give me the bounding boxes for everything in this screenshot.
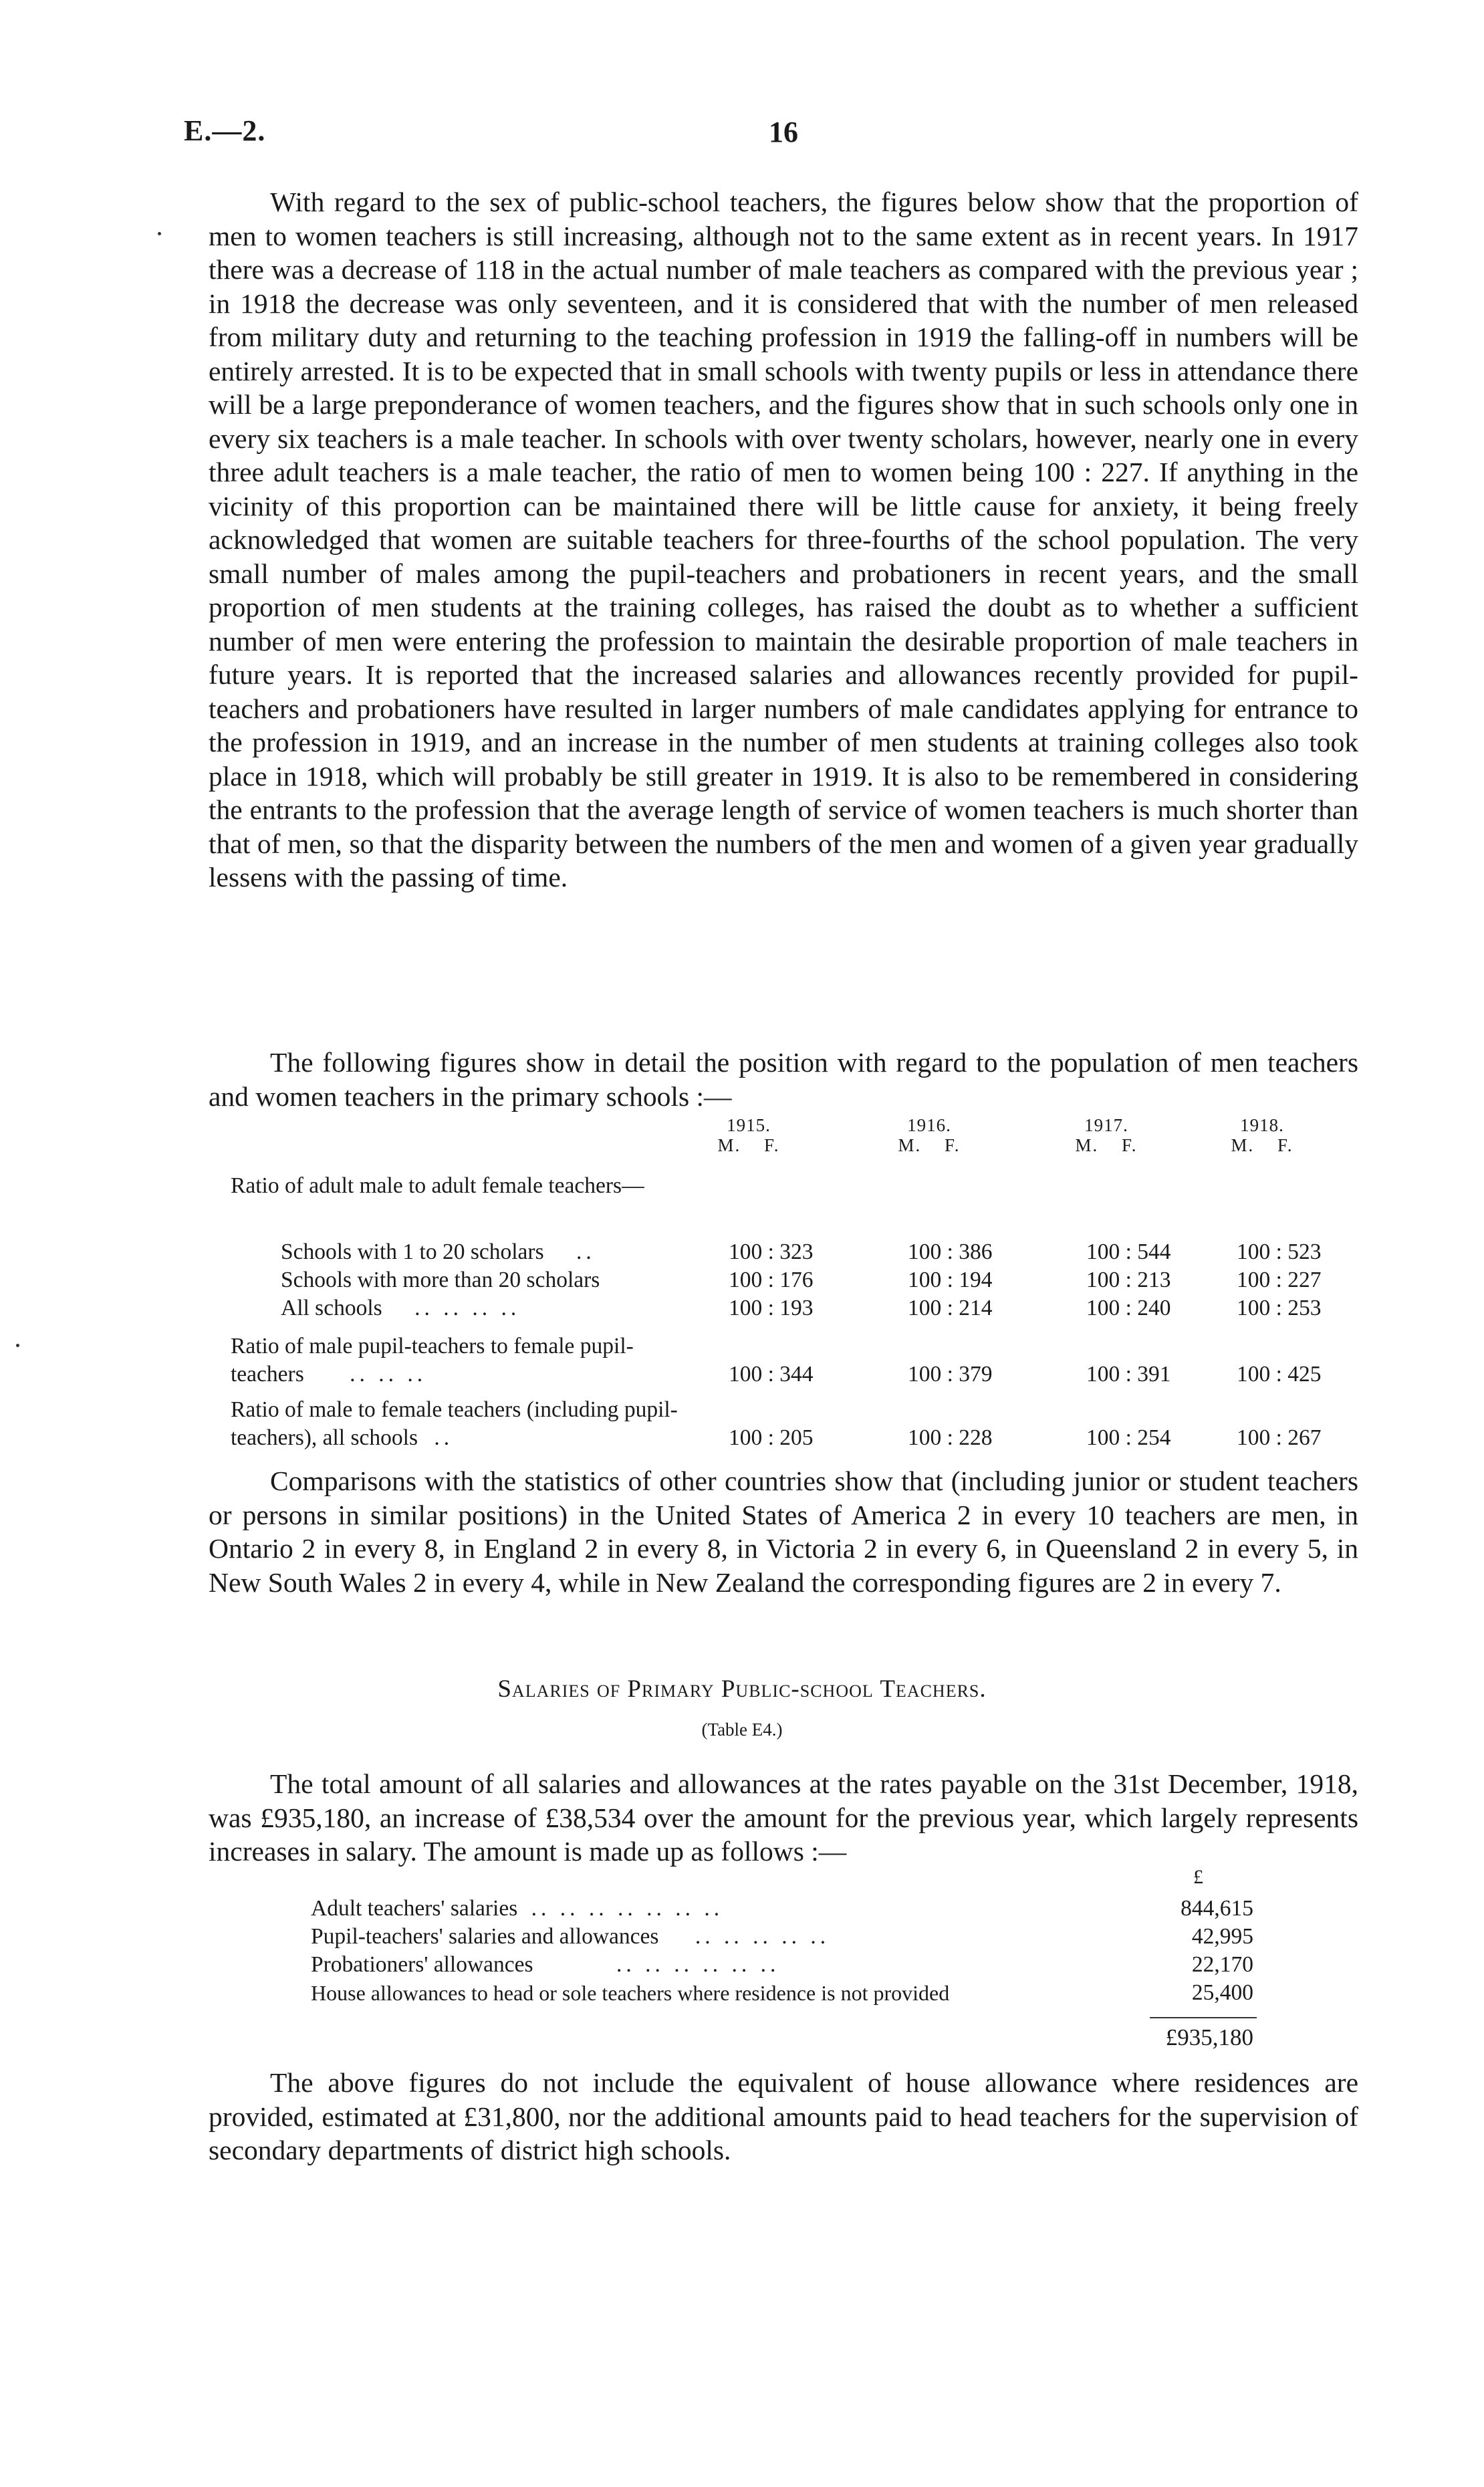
ratio-cell: 100 : 253 xyxy=(1237,1296,1322,1320)
paragraph-text: With regard to the sex of public-school teachers, the figures below show that the proportion of men to women teachers is still increasing, although not to the same extent as in recent years. In 1917 there was a decrease of 118 in the actual number of male teachers as compared with the previous year ; in 1918 the decrease was only seventeen, and it is considered that with the number of men released from military duty and returning to the teaching profession in 1919 the falling-off in numbers will be entirely arrested. It is to be expected that in small schools with twenty pupils or less in attendance there will be a large preponderance of women teachers, and the figures show that in such schools only one in every six teachers is a male teacher. In schools with over twenty scholars, however, nearly one in every three adult teachers is a male teacher, the ratio of men to women being 100 : 227. If anything in the vicinity of this proportion can be maintained there will be little cause for anxiety, it being freely acknowledged that women are suitable teachers for three-fourths of the school population. The very small number of males among the pupil-teachers and probationers in recent years, and the small proportion of men students at the training colleges, has raised the doubt as to whether a sufficient number of men were entering the profession to maintain the desirable proportion of male teachers in future years. It is reported that the increased salaries and allowances recently provided for pupil-teachers and probationers have resulted in larger numbers of male candidates applying for entrance to the profession in 1919, and an increase in the number of men students at training colleges also took place in 1918, which will probably be still greater in 1919. It is also to be remembered in considering the entrants to the profession that the average length of service of women teachers is much shorter than that of men, so that the disparity between the numbers of the men and women of a given year gradually lessens with the passing of time. xyxy=(209,187,1358,893)
adult-ratio-heading: Ratio of adult male to adult female teachers— xyxy=(231,1173,644,1198)
salary-amount: 42,995 xyxy=(1191,1924,1253,1949)
ratio-cell: 100 : 213 xyxy=(1086,1268,1171,1292)
mf-label: M. F. xyxy=(717,1135,780,1155)
currency-heading: £ xyxy=(1193,1866,1203,1888)
paragraph-text: The total amount of all salaries and allowances at the rates payable on the 31st December, 1918, was £935,180, an increase of £38,534 over the amount for the previous year, which largely represents increases in salary. The amount is made up as follows :— xyxy=(209,1768,1358,1867)
ratio-cell: 100 : 254 xyxy=(1086,1425,1171,1450)
ratio-cell: 100 : 240 xyxy=(1086,1296,1171,1320)
total-divider xyxy=(1150,2017,1257,2018)
table-row-label: Schools with more than 20 scholars xyxy=(281,1268,600,1292)
mf-label: M. F. xyxy=(1075,1135,1138,1155)
ratio-cell: 100 : 193 xyxy=(729,1296,814,1320)
ratio-cell: 100 : 323 xyxy=(729,1239,814,1264)
scan-speck xyxy=(16,1344,19,1347)
paragraph-text: Comparisons with the statistics of other countries show that (including junior or student teachers or persons in similar positions) in the United States of America 2 in every 10 teachers are men, in Ontario 2 in every 8, in England 2 in every 8, in Victoria 2 in every 6, in Queensland 2 in every 5, in New South Wales 2 in every 4, while in New Zealand the corresponding figures are 2 in every 7. xyxy=(209,1465,1358,1598)
mf-label: M. F. xyxy=(898,1135,961,1155)
paragraph-teacher-sex-ratio xyxy=(209,185,1358,895)
salary-total: £935,180 xyxy=(1165,2024,1253,2050)
ratio-cell: 100 : 391 xyxy=(1086,1362,1171,1387)
ratio-cell: 100 : 228 xyxy=(908,1425,993,1450)
salary-row-label: Adult teachers' salaries .. .. .. .. .. .. .. xyxy=(311,1896,724,1921)
ratio-cell: 100 : 425 xyxy=(1237,1362,1322,1387)
table-row-label: Schools with 1 to 20 scholars .. xyxy=(281,1239,596,1264)
table-reference: (Table E4.) xyxy=(701,1720,783,1740)
ratio-cell: 100 : 205 xyxy=(729,1425,814,1450)
year-column-1917 xyxy=(1039,1115,1173,1155)
ratio-cell: 100 : 267 xyxy=(1237,1425,1322,1450)
salary-row-label: House allowances to head or sole teachers where residence is not provided xyxy=(311,1981,950,2005)
scan-speck xyxy=(158,232,161,235)
table-row-label: All schools .. .. .. .. xyxy=(281,1296,521,1320)
salary-amount: 25,400 xyxy=(1191,1980,1253,2005)
paragraph-text: The above figures do not include the equivalent of house allowance where residences are provided, estimated at £31,800, nor the additional amounts paid to head teachers for the supervision of secondary departments of district high schools. xyxy=(209,2067,1358,2165)
salary-amount: 844,615 xyxy=(1181,1896,1253,1921)
year-label: 1918. xyxy=(1240,1115,1284,1135)
ratio-cell: 100 : 523 xyxy=(1237,1239,1322,1264)
salary-row-label: Probationers' allowances .. .. .. .. .. .. xyxy=(311,1952,780,1977)
salary-row-label: Pupil-teachers' salaries and allowances .. .. .. .. .. xyxy=(311,1924,830,1949)
year-label: 1916. xyxy=(907,1115,951,1135)
year-label: 1915. xyxy=(727,1115,771,1135)
ratio-cell: 100 : 214 xyxy=(908,1296,993,1320)
year-column-1916 xyxy=(862,1115,996,1155)
section-heading: Salaries of Primary Public-school Teachers. xyxy=(497,1675,987,1703)
page-number: 16 xyxy=(769,116,798,148)
year-column-1918 xyxy=(1195,1115,1329,1155)
ratio-cell: 100 : 379 xyxy=(908,1362,993,1387)
paragraph-text: The following figures show in detail the position with regard to the population of men teachers and women teachers in the primary schools :— xyxy=(209,1047,1358,1112)
document-reference: E.—2. xyxy=(184,114,266,147)
paragraph-international-comparison xyxy=(209,1464,1358,1599)
table-row-label: Ratio of male pupil-teachers to female pupil-teachers .. .. .. xyxy=(231,1334,634,1387)
ratio-cell: 100 : 544 xyxy=(1086,1239,1171,1264)
ratio-cell: 100 : 176 xyxy=(729,1268,814,1292)
paragraph-salaries-total xyxy=(209,1767,1358,1869)
year-label: 1917. xyxy=(1084,1115,1128,1135)
salary-amount: 22,170 xyxy=(1191,1952,1253,1977)
mf-label: M. F. xyxy=(1231,1135,1293,1155)
paragraph-figures-intro xyxy=(209,1046,1358,1113)
year-column-1915 xyxy=(682,1115,816,1155)
ratio-cell: 100 : 227 xyxy=(1237,1268,1322,1292)
ratio-cell: 100 : 194 xyxy=(908,1268,993,1292)
table-row-label: Ratio of male to female teachers (including pupil-teachers), all schools .. xyxy=(231,1397,678,1450)
ratio-cell: 100 : 386 xyxy=(908,1239,993,1264)
ratio-cell: 100 : 344 xyxy=(729,1362,814,1387)
paragraph-house-allowance-note xyxy=(209,2066,1358,2167)
